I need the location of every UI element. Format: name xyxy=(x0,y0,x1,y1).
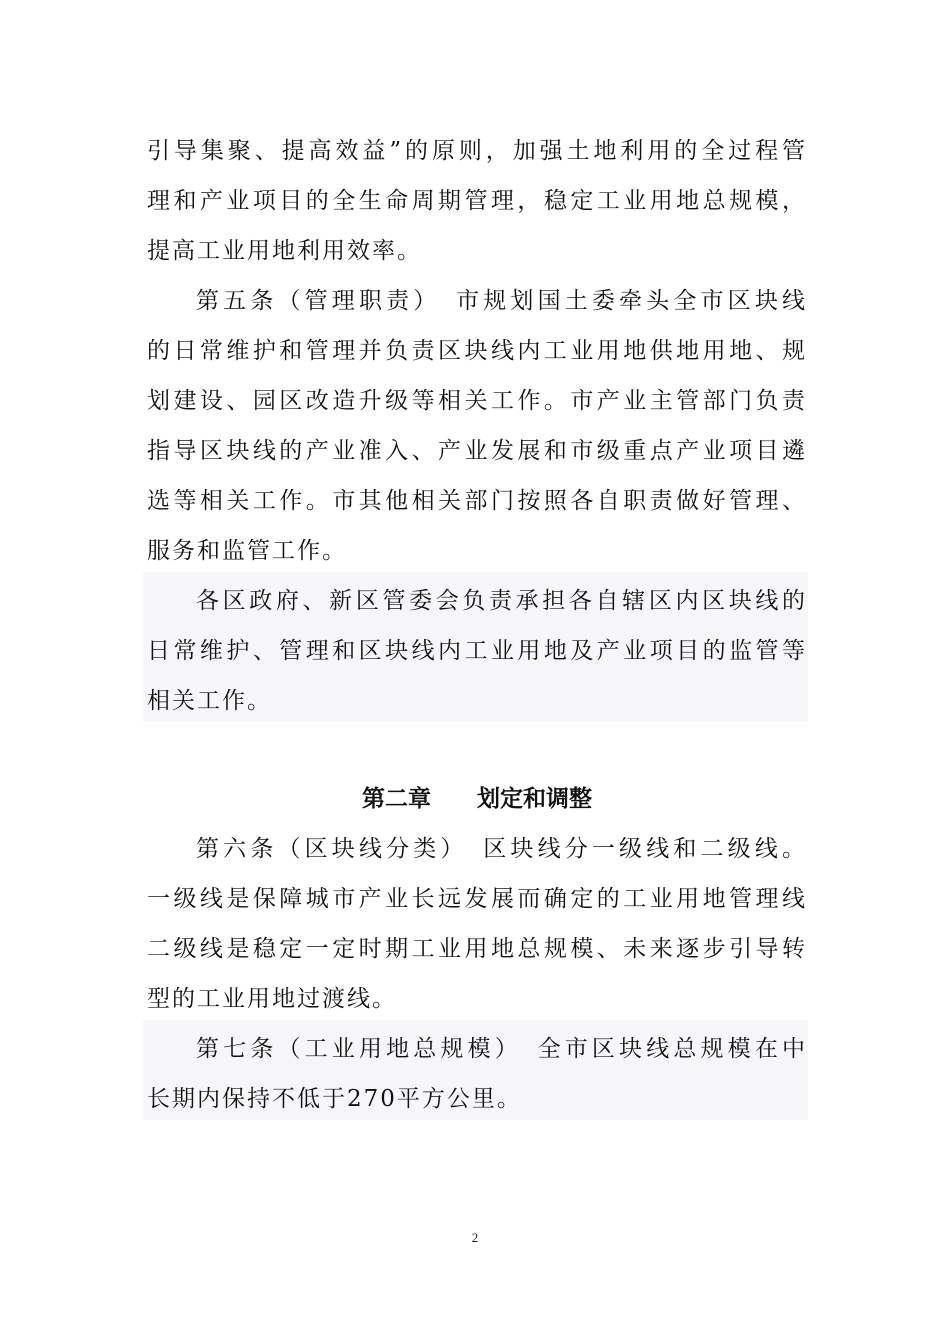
paragraph-line: 提高工业用地利用效率。 xyxy=(147,238,422,264)
paragraph-line: 引导集聚、提高效益”的原则，加强土地利用的全过程管 xyxy=(147,138,807,164)
paragraph-line: 服务和监管工作。 xyxy=(147,538,347,564)
paragraph-line: 相关工作。 xyxy=(147,688,272,714)
article-7-line: 第七条（工业用地总规模） 全市区块线总规模在中 xyxy=(196,1036,807,1062)
paragraph-line: 理和产业项目的全生命周期管理，稳定工业用地总规模， xyxy=(147,188,807,214)
paragraph-line: 各区政府、新区管委会负责承担各自辖区内区块线的 xyxy=(196,588,807,614)
chapter-heading: 第二章 划定和调整 xyxy=(362,786,592,812)
article-6-line: 第六条（区块线分类） 区块线分一级线和二级线。 xyxy=(196,836,807,862)
page-number: 2 xyxy=(471,1230,479,1245)
paragraph-line: 指导区块线的产业准入、产业发展和市级重点产业项目遴 xyxy=(147,438,807,464)
paragraph-line: 长期内保持不低于270平方公里。 xyxy=(147,1086,522,1112)
paragraph-line: 日常维护、管理和区块线内工业用地及产业项目的监管等 xyxy=(147,638,807,664)
paragraph-line: 型的工业用地过渡线。 xyxy=(147,986,397,1012)
paragraph-line: 选等相关工作。市其他相关部门按照各自职责做好管理、 xyxy=(147,488,807,514)
paragraph-line: 划建设、园区改造升级等相关工作。市产业主管部门负责 xyxy=(147,388,807,414)
paragraph-line: 的日常维护和管理并负责区块线内工业用地供地用地、规 xyxy=(147,338,807,364)
paragraph-line: 二级线是稳定一定时期工业用地总规模、未来逐步引导转 xyxy=(147,936,807,962)
paragraph-line: 一级线是保障城市产业长远发展而确定的工业用地管理线 xyxy=(147,886,807,912)
article-5-line: 第五条（管理职责） 市规划国土委牵头全市区块线 xyxy=(196,288,807,314)
